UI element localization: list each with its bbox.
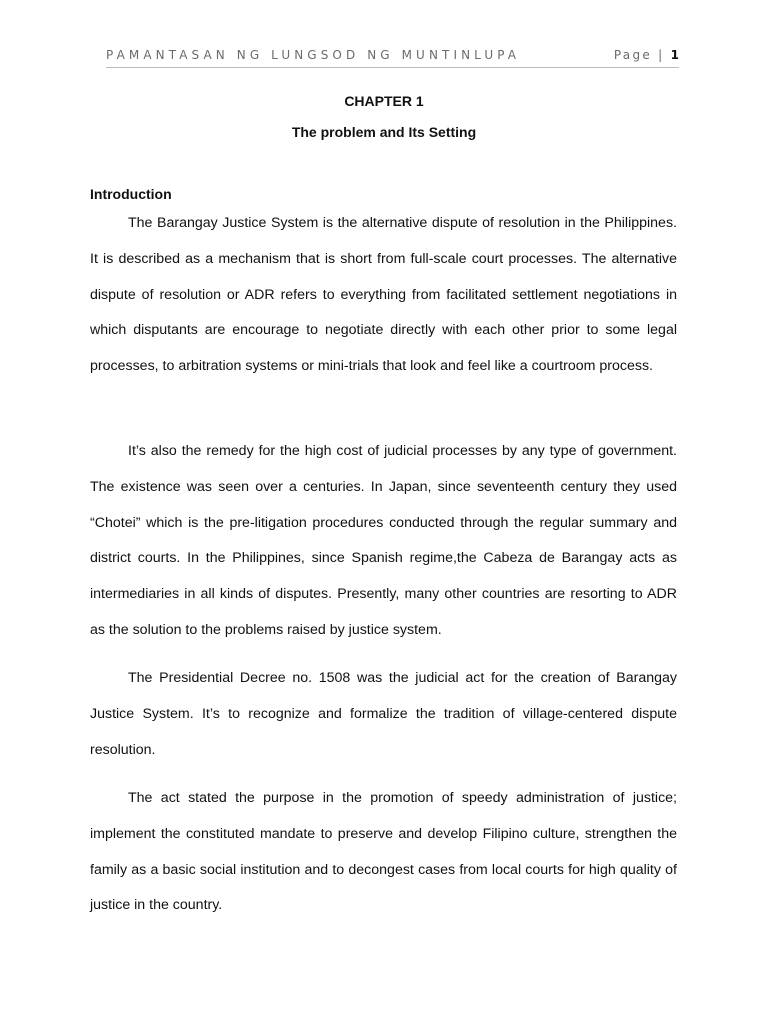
header-divider <box>106 67 679 68</box>
chapter-title: The problem and Its Setting <box>291 124 477 140</box>
page-label: Page | <box>613 48 671 62</box>
page-header <box>106 47 679 65</box>
page-number: 1 <box>670 48 679 62</box>
paragraph: The act stated the purpose in the promotion of speedy administration of justice; implement the constituted mandate to preserve and develop Filipino culture, strengthen the family as a basic social institution and to decongest cases from local courts for high quality of justice in the country. <box>90 790 677 914</box>
chapter-heading: CHAPTER 1 <box>344 93 424 109</box>
paragraph: The Presidential Decree no. 1508 was the judicial act for the creation of Barangay Justice System. It’s to recognize and formalize the tradition of village-centered dispute resolution. <box>90 670 677 758</box>
paragraph: The Barangay Justice System is the alternative dispute of resolution in the Philippines. It is described as a mechanism that is short from full-scale court processes. The alternative dispute of resolution or ADR refers to everything from facilitated settlement negotiations in which disputants are encourage to negotiate directly with each other prior to some legal processes, to arbitration systems or mini-trials that look and feel like a courtroom process. <box>90 215 677 375</box>
institution-name: PAMANTASAN NG LUNGSOD NG MUNTINLUPA <box>106 48 521 62</box>
section-heading: Introduction <box>90 186 172 202</box>
page-indicator <box>614 48 679 62</box>
paragraph: It’s also the remedy for the high cost of judicial processes by any type of government. The existence was seen over a centuries. In Japan, since seventeenth century they used “Chotei” which is the pre-litigation procedures conducted through the regular summary and district courts. In the Philippines, since Spanish regime,the Cabeza de Barangay acts as intermediaries in all kinds of disputes. Presently, many other countries are resorting to ADR as the solution to the problems raised by justice system. <box>90 443 677 638</box>
